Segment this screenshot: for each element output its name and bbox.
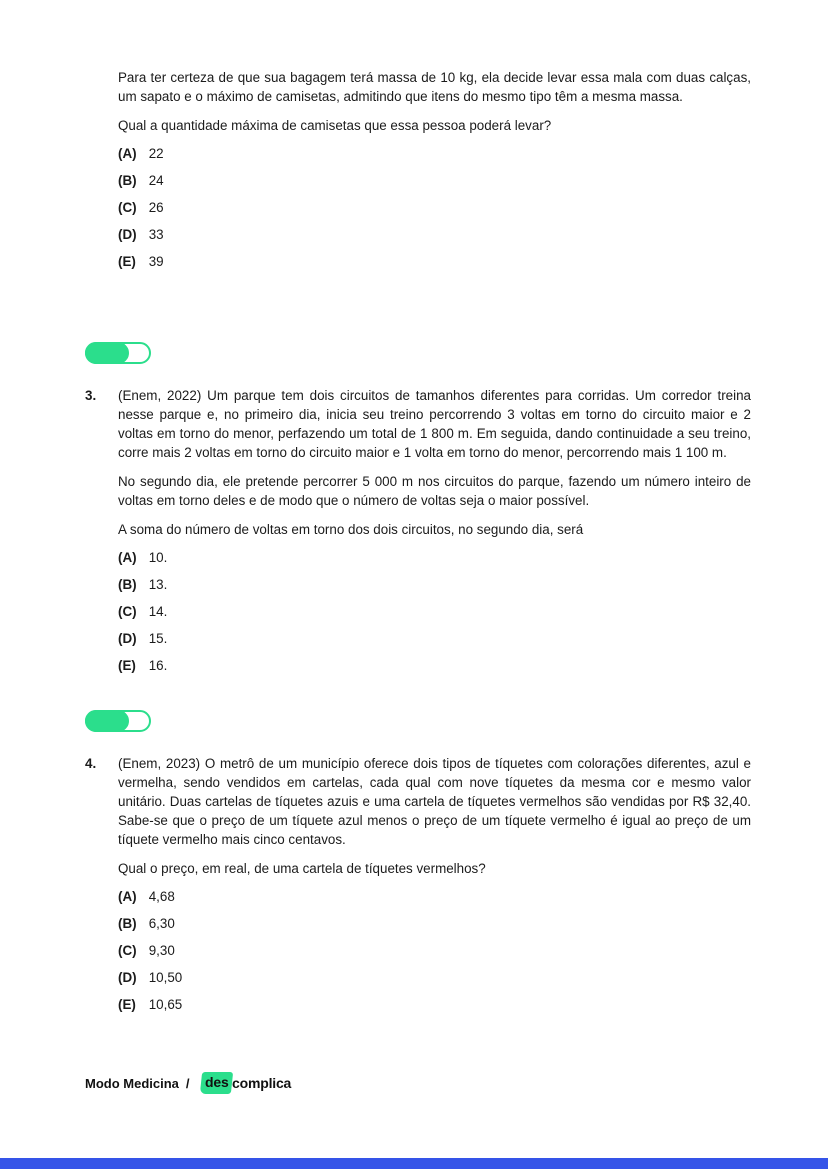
answer-option-e [118, 996, 751, 1014]
answer-option-c [118, 199, 751, 217]
question-paragraph: (Enem, 2022) Um parque tem dois circuitos de tamanhos diferentes para corridas. Um corredor treina nesse parque e, no primeiro dia, inicia seu treino percorrendo 3 voltas em torno do circuito maior e 2 voltas em torno do menor, perfazendo um total de 1 800 m. Em seguida, dando continuidade a seu treino, corre mais 2 voltas em torno do circuito maior e 1 volta em torno do menor, percorrendo mais 1 100 m. [118, 388, 751, 460]
option-letter: (C) [118, 943, 137, 958]
option-letter: (A) [118, 146, 137, 161]
page-footer [85, 1072, 291, 1094]
option-value: 15. [148, 631, 168, 646]
answer-option-e [118, 657, 751, 675]
option-value: 39 [148, 254, 164, 269]
answer-option-d [118, 630, 751, 648]
options-list [118, 888, 751, 1014]
question-prompt: Qual o preço, em real, de uma cartela de tíquetes vermelhos? [118, 861, 486, 876]
option-value: 24 [148, 173, 164, 188]
question-prompt: Qual a quantidade máxima de camisetas que essa pessoa poderá levar? [118, 118, 552, 133]
answer-option-c [118, 942, 751, 960]
option-letter: (B) [118, 916, 137, 931]
option-letter: (D) [118, 227, 137, 242]
option-letter: (A) [118, 889, 137, 904]
question-body [118, 754, 751, 1023]
question-number: 4. [85, 756, 97, 771]
option-value: 13. [148, 577, 168, 592]
option-letter: (E) [118, 658, 136, 673]
question-body [118, 386, 751, 684]
question-number: 3. [85, 388, 97, 403]
option-value: 10,50 [148, 970, 183, 985]
option-value: 16. [148, 658, 168, 673]
logo-des-highlight: des [199, 1072, 232, 1094]
toggle-knob-icon [85, 342, 129, 364]
option-letter: (D) [118, 970, 137, 985]
question-prompt: A soma do número de voltas em torno dos dois circuitos, no segundo dia, será [118, 522, 584, 537]
answer-option-a [118, 145, 751, 163]
answer-option-b [118, 172, 751, 190]
option-value: 22 [148, 146, 164, 161]
question-continuation [85, 68, 751, 280]
option-letter: (E) [118, 997, 136, 1012]
answer-option-b [118, 576, 751, 594]
page-content [85, 68, 751, 1023]
logo-complica-text: complica [232, 1074, 292, 1091]
option-letter: (C) [118, 604, 137, 619]
option-value: 10. [148, 550, 168, 565]
answer-option-a [118, 549, 751, 567]
descomplica-logo [201, 1072, 292, 1094]
answer-option-a [118, 888, 751, 906]
question-paragraph: Para ter certeza de que sua bagagem terá massa de 10 kg, ela decide levar essa mala com duas calças, um sapato e o máximo de camisetas, admitindo que itens do mesmo tipo têm a mesma massa. [118, 70, 751, 104]
toggle-divider [85, 342, 151, 364]
option-value: 9,30 [148, 943, 175, 958]
toggle-divider [85, 710, 151, 732]
footer-separator: / [185, 1075, 190, 1091]
answer-option-d [118, 226, 751, 244]
question-paragraph: No segundo dia, ele pretende percorrer 5 000 m nos circuitos do parque, fazendo um número inteiro de voltas em torno deles e de modo que o número de voltas seja o maior possível. [118, 474, 751, 508]
footer-brand-text: Modo Medicina [85, 1075, 179, 1091]
page-bottom-bar [0, 1158, 828, 1169]
options-list [118, 549, 751, 675]
answer-option-e [118, 253, 751, 271]
question-body [118, 68, 751, 280]
toggle-knob-icon [85, 710, 129, 732]
question-3 [85, 386, 751, 684]
question-paragraph: (Enem, 2023) O metrô de um município oferece dois tipos de tíquetes com colorações diferentes, azul e vermelha, sendo vendidos em cartelas, cada qual com nove tíquetes da mesma cor e mesmo valor unitário. Duas cartelas de tíquetes azuis e uma cartela de tíquetes vermelhos são vendidas por R$ 32,40. Sabe-se que o preço de um tíquete azul menos o preço de um tíquete vermelho é igual ao preço de um tíquete vermelho mais cinco centavos. [118, 756, 751, 847]
answer-option-c [118, 603, 751, 621]
option-letter: (B) [118, 173, 137, 188]
option-value: 4,68 [148, 889, 175, 904]
option-letter: (E) [118, 254, 136, 269]
option-value: 26 [148, 200, 164, 215]
option-letter: (B) [118, 577, 137, 592]
option-letter: (C) [118, 200, 137, 215]
answer-option-b [118, 915, 751, 933]
option-value: 10,65 [148, 997, 183, 1012]
option-value: 6,30 [148, 916, 175, 931]
option-letter: (D) [118, 631, 137, 646]
options-list [118, 145, 751, 271]
answer-option-d [118, 969, 751, 987]
question-4 [85, 754, 751, 1023]
option-letter: (A) [118, 550, 137, 565]
option-value: 14. [148, 604, 168, 619]
option-value: 33 [148, 227, 164, 242]
